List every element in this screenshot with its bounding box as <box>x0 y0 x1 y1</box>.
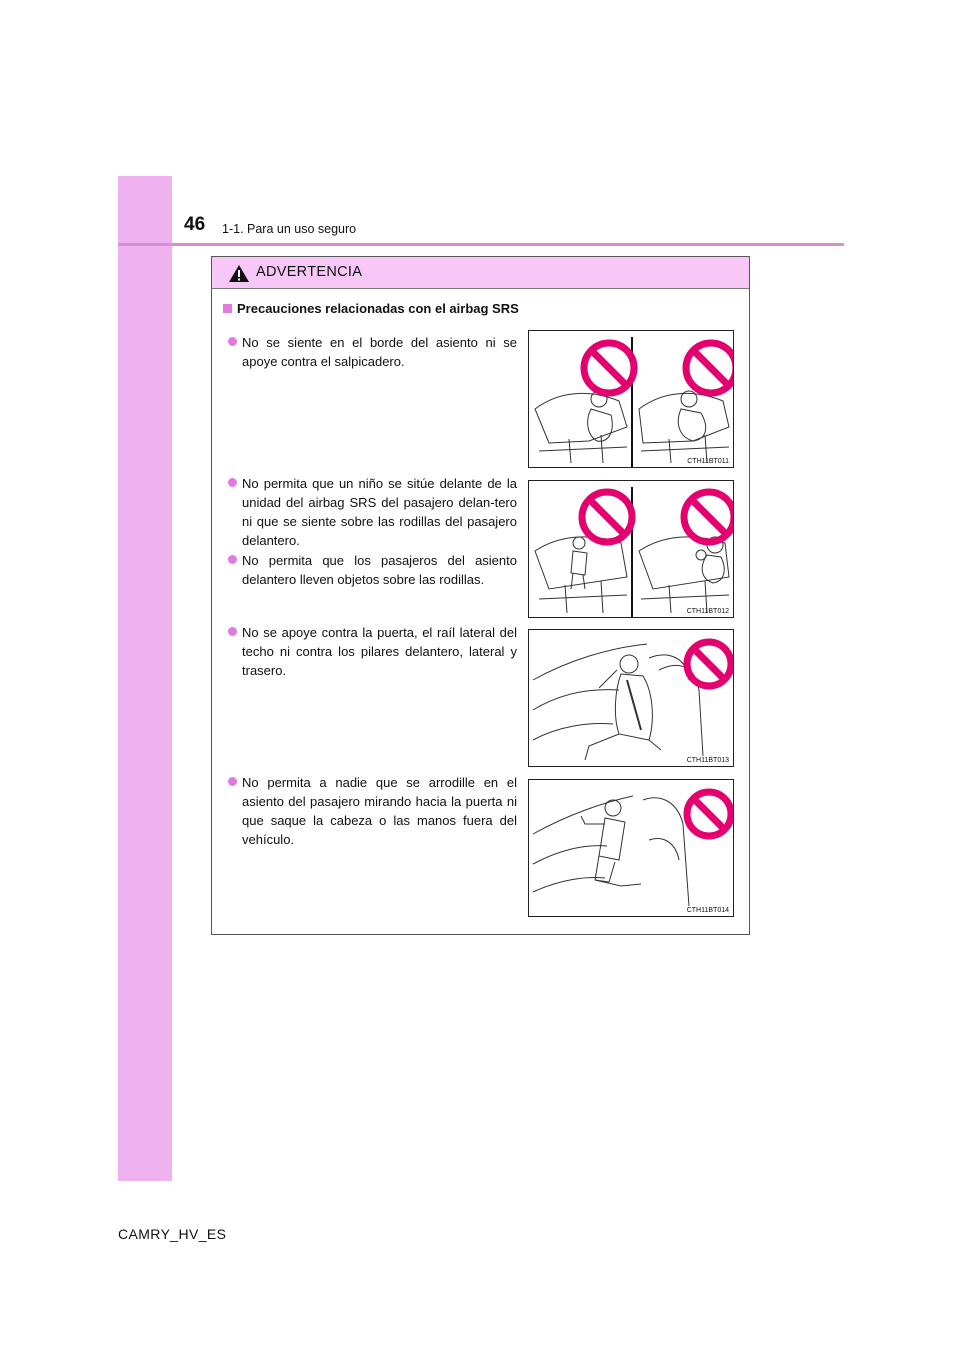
illustration-edge-of-seat <box>528 330 734 468</box>
warning-box <box>211 256 750 935</box>
seating-illustration <box>529 630 734 767</box>
illustration-leaning-on-door <box>528 629 734 767</box>
bullet-text: No se apoye contra la puerta, el raíl lateral del techo ni contra los pilares delantero, lateral y trasero. <box>242 625 517 678</box>
illustration-code: CTH11BT011 <box>687 458 729 465</box>
illustration-code: CTH11BT014 <box>686 907 729 914</box>
illustration-code: CTH11BT013 <box>686 757 729 764</box>
illustration-child-in-front <box>528 480 734 618</box>
bullet-dot-icon <box>228 478 237 487</box>
page-number: 46 <box>184 214 206 235</box>
prohibition-icon <box>687 792 731 836</box>
bullet-item <box>228 623 517 680</box>
seating-illustration <box>529 331 734 468</box>
bullet-text: No se siente en el borde del asiento ni se apoye contra el salpicadero. <box>242 335 517 369</box>
warning-title: ADVERTENCIA <box>256 264 363 280</box>
warning-triangle-icon <box>228 264 250 283</box>
bullet-item <box>228 333 517 371</box>
bullet-dot-icon <box>228 777 237 786</box>
subheading-text: Precauciones relacionadas con el airbag SRS <box>237 301 519 316</box>
prohibition-icon <box>582 492 632 542</box>
prohibition-icon <box>687 642 731 686</box>
bullet-text: No permita que los pasajeros del asiento delantero lleven objetos sobre las rodillas. <box>242 553 517 587</box>
bullet-dot-icon <box>228 337 237 346</box>
document-footer: CAMRY_HV_ES <box>118 1226 227 1242</box>
seating-illustration <box>529 481 734 618</box>
bullet-item <box>228 474 517 550</box>
prohibition-icon <box>684 492 734 542</box>
illustration-kneeling-on-seat <box>528 779 734 917</box>
section-title: 1-1. Para un uso seguro <box>222 222 357 236</box>
header-rule <box>118 243 844 246</box>
seating-illustration <box>529 780 734 917</box>
bullet-text: No permita a nadie que se arrodille en el asiento del pasajero mirando hacia la puerta ni que saque la cabeza o las manos fuera del vehículo. <box>242 775 517 847</box>
bullet-text: No permita que un niño se sitúe delante de la unidad del airbag SRS del pasajero delan-tero ni que se siente sobre las rodillas del pasajero delantero. <box>242 476 517 548</box>
bullet-dot-icon <box>228 555 237 564</box>
prohibition-icon <box>686 343 734 393</box>
warning-subheading <box>223 301 519 316</box>
bullet-item <box>228 773 517 849</box>
prohibition-icon <box>584 343 634 393</box>
bullet-dot-icon <box>228 627 237 636</box>
bullet-item <box>228 551 517 589</box>
warning-header <box>212 257 749 289</box>
side-tab-strip <box>118 176 172 1181</box>
illustration-code: CTH11BT012 <box>686 608 729 615</box>
square-bullet-icon <box>223 304 232 313</box>
